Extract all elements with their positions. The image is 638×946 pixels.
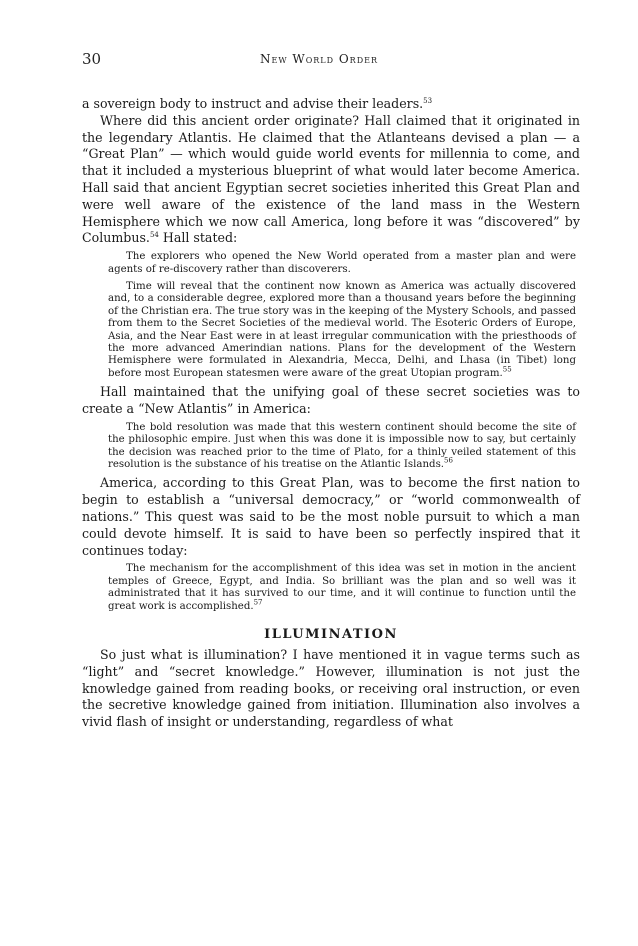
block-quote bbox=[108, 563, 576, 613]
paragraph-text: a sovereign body to instruct and advise their leaders. bbox=[82, 96, 424, 111]
footnote-ref: 56 bbox=[444, 456, 453, 465]
quote-paragraph bbox=[108, 563, 576, 613]
paragraph-origin bbox=[82, 113, 580, 247]
quote-paragraph bbox=[108, 281, 576, 380]
quote-paragraph bbox=[108, 422, 576, 472]
footnote-ref: 57 bbox=[253, 598, 263, 607]
page-number: 30 bbox=[82, 50, 102, 68]
running-head: New World Order bbox=[260, 52, 378, 66]
page-body bbox=[82, 96, 580, 731]
quote-paragraph: The explorers who opened the New World operated from a master plan and were agents of re-discovery rather than discoverers. bbox=[108, 251, 576, 275]
footnote-ref: 53 bbox=[423, 96, 433, 105]
quote-text: Time will reveal that the continent now known as America was actually discovered and, to a considerable degree, explored more than a thousand years before the beginning of the Christian era. The true story was in the keeping of the Mystery Schools, and passed from them to the Secret Societies of the medieval world. The Esoteric Orders of Europe, Asia, and the Near East were in at least irregular communication with the priesthoods of the more advanced Amerindian nations. Plans for the development of the Western Hemisphere were formulated in Alexandria, Mecca, Delhi, and Lhasa (in Tibet) long before most European statesmen were aware of the great Utopian program. bbox=[108, 280, 576, 379]
quote-text: The mechanism for the accomplishment of this idea was set in motion in the ancient temples of Greece, Egypt, and India. So brilliant was the plan and so well was it administrated that it has survived to our time, and it will continue to function until the great work is accomplished. bbox=[108, 563, 576, 612]
paragraph-great-plan: America, according to this Great Plan, was to become the first nation to begin to establish a “universal democracy,” or “world commonwealth of nations.” This quest was said to be the most noble pursuit to which a man could devote himself. It is said to have been so perfectly inspired that it continues today: bbox=[82, 475, 580, 558]
block-quote bbox=[108, 251, 576, 380]
paragraph-illumination: So just what is illumination? I have mentioned it in vague terms such as “light” and “secret knowledge.” However, illumination is not just the knowledge gained from reading books, or receiving oral instruction, or even the secretive knowledge gained from initiation. Illumination also involves a vivid flash of insight or understanding, regardless of what bbox=[82, 647, 580, 730]
footnote-ref: 54 bbox=[149, 231, 159, 240]
paragraph-text: Hall stated: bbox=[158, 230, 238, 246]
block-quote bbox=[108, 422, 576, 472]
paragraph-text: Where did this ancient order originate? Hall claimed that it originated in the legendary Atlantis. He claimed that the Atlanteans devised a plan — a “Great Plan” — which would guide world events for millennia to come, and that it included a mysterious blueprint of what would later become America. Hall said that ancient Egyptian secret societies inherited this Great Plan and were well aware of the existence of the land mass in the Western Hemisphere which we now call America, long before it was “discovered” by Columbus. bbox=[82, 112, 580, 246]
paragraph-continued bbox=[82, 96, 580, 113]
section-heading: ILLUMINATION bbox=[264, 627, 398, 643]
paragraph-new-atlantis: Hall maintained that the unifying goal of these secret societies was to create a “New Atlantis” in America: bbox=[82, 384, 580, 417]
quote-text: The bold resolution was made that this western continent should become the site of the philosophic empire. Just when this was done it is impossible now to say, but certainly the decision was reached prior to the time of Plato, for a thinly veiled statement of this resolution is the substance of his treatise on the Atlantic Islands. bbox=[108, 421, 576, 471]
footnote-ref: 55 bbox=[502, 365, 512, 374]
